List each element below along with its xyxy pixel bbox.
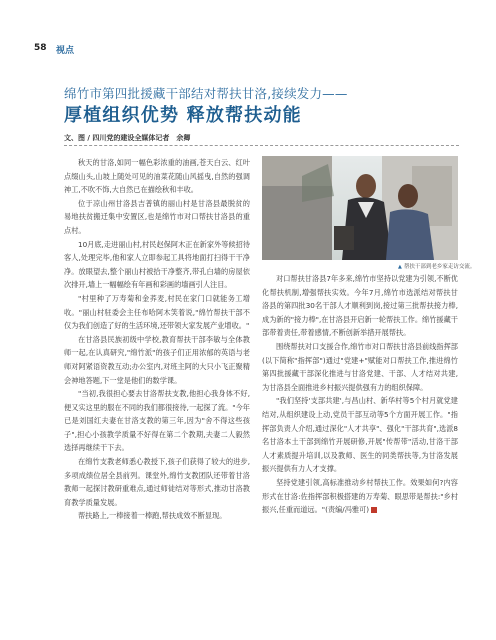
- page-number: 58: [34, 43, 47, 53]
- paragraph: 秋天的甘洛,如同一幅色彩浓重的油画,苍天白云、红叶点缀山头,山坡上随处可见的油菜花随山风摇曳,自然的强调神工,不吹不饰,大自然已在描绘秋和丰收。: [64, 158, 250, 195]
- paragraph: [262, 476, 458, 517]
- column-left: [64, 156, 250, 523]
- article-title: 厚植组织优势 释放帮扶动能: [64, 105, 302, 126]
- article-photo: [262, 156, 458, 260]
- article-subtitle: 绵竹市第四批援藏干部结对帮扶甘洛,接续发力——: [64, 86, 348, 101]
- paragraph: 对口帮扶甘洛县7年多来,绵竹市坚持以党建为引领,不断优化帮扶机制,增强帮扶实效。今年7月,绵竹市选派结对帮扶甘洛县的第四批30名干部人才顺利到岗,接过第三批帮扶接力棒,成为新的"接力棒",在甘洛县开启新一轮帮扶工作。绵竹援藏干部带着责任,带着感情,不断创新举措开展帮扶。: [262, 274, 458, 338]
- paragraph: 在甘洛县民族初级中学校,教育帮扶干部李敏与全体教师一起,在认真研究,"绵竹派"的孩子们正用浓郁的英语与老师对阿紧语资教互动;办公室内,对班主阿的大只小飞正聚精会神地答题,下一堂是他们的数学课。: [64, 334, 250, 385]
- photo-caption: [398, 262, 475, 270]
- paragraph: 10月底,走进丽山村,村民赵保阿木正在新家外等候招待客人,处理完毕,他和家人立即参起工具将地面打扫得干干净净。放眼望去,整个丽山村被拾干净整齐,带孔白墙的房屋依次排开,墙上一幅幅绘有年画和彩画的墙画引人注目。: [64, 239, 250, 290]
- end-mark-icon: [371, 507, 377, 513]
- section-label: 视点: [56, 46, 75, 56]
- paragraph: 围绕帮扶对口支援合作,绵竹市对口帮扶甘洛县前线指挥部(以下简称"指挥部")通过"党建+"赋能对口帮扶工作,推进绵竹第四批援藏干部深化推进与甘洛党建、干部、人才结对共建,为甘洛县全面推进乡村振兴提供强有力的组织保障。: [262, 341, 458, 392]
- caption-triangle-icon: ▲: [398, 264, 402, 270]
- column-right: [262, 272, 458, 517]
- dashed-divider: [64, 145, 459, 146]
- paragraph: 在绵竹支教老师悉心教授下,孩子们获得了较大的进步,多项成绩位居全县前列。课堂外,绵竹支教团队还带着甘洛教师一起探讨教研重难点,通过师徒结对等形式,推动甘洛教育教学质量发展。: [64, 457, 250, 507]
- paragraph: 帮扶路上,一棒接着一棒跑,帮扶成效不断显现。: [78, 511, 227, 521]
- paragraph: "当初,我很担心要去甘洛帮扶支教,他担心我身体不好,便又实这里的服在不同的我们都很接待,一起探了流。"今年已是刘国红夫妻在甘洛支教的第三年,因为"舍不得这些孩子",担心小孩教学质量不好得在第二个教期,夫妻二人毅然选择再继续干下去。: [64, 389, 250, 453]
- paragraph: "我们坚持'支部共建',与昌山村、新华村等5个村月就党建结对,从组织建设上动,党员干部互动等5个方面开展工作。"指挥部负责人介绍,通过深化"人才共享"、强化"干部共育",选派8名甘洛本土干部到绵竹开展研修,开展"传帮带"活动,甘洛干部人才素质提升培训,以及教师、医生的同类帮扶等,为甘洛发展振兴提供有力人才支撑。: [262, 396, 458, 474]
- caption-text: 帮扶干部到老乡家走访交流。: [403, 264, 476, 270]
- paragraph: "村里种了万寿菊和金荞麦,村民在家门口就能务工增收。"丽山村驻委会主任布哈阿木笑着说,"绵竹帮扶干部不仅为我们创造了好的生活环境,还带领大家发展产业增收。": [64, 293, 250, 331]
- paragraph-text: 坚持党建引领,高标准推动乡村帮扶工作。效果如何?内容形式在甘洛:佐指挥部积极搭建的万寿菊、眼思带是帮扶:"乡村振兴,任重而道远。"(责编/冯雅可): [262, 477, 458, 515]
- article-byline: 文、图 / 四川党的建设全媒体记者 余卿: [64, 134, 191, 142]
- paragraph: 位于凉山州甘洛县吉普镇的丽山村是甘洛县最脱贫的易地扶贫搬迁集中安置区,也是绵竹市对口帮扶甘洛县的重点村。: [64, 198, 250, 235]
